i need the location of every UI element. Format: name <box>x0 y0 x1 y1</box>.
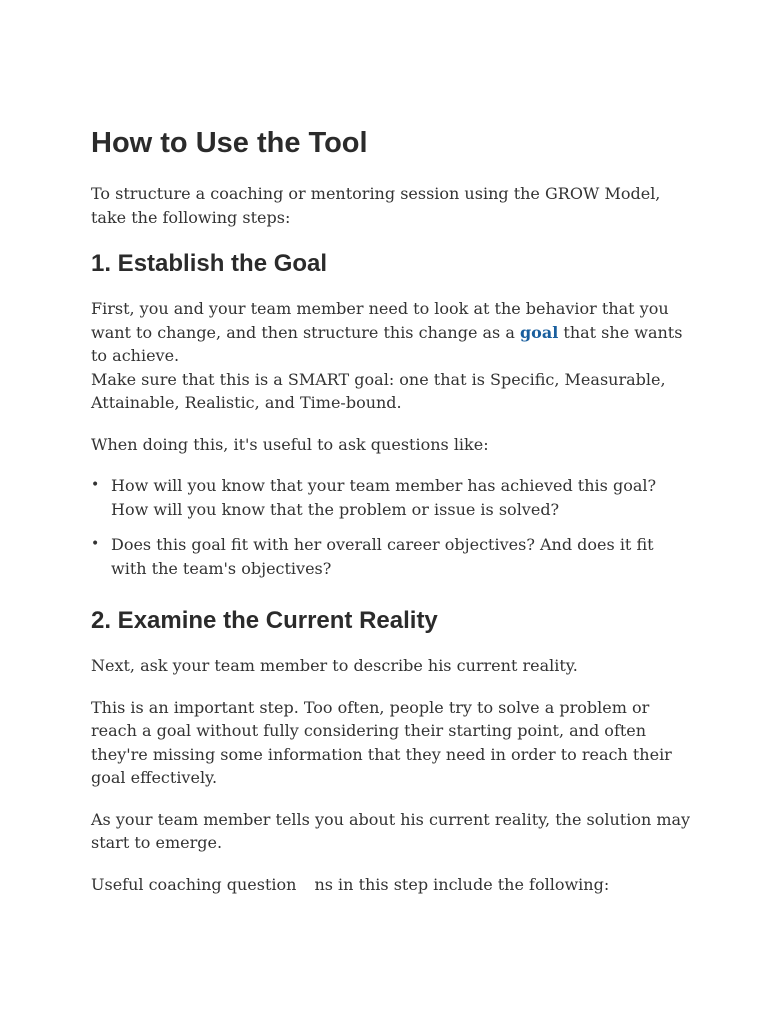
step1-heading: 1. Establish the Goal <box>91 250 328 277</box>
step1-p1-line2: Make sure that this is a SMART goal: one that is Specific, Measurable, Attainable, Realistic, and Time-bound. <box>91 369 666 412</box>
goal-link[interactable]: goal <box>519 322 559 342</box>
step2-paragraph-2: This is an important step. Too often, people try to solve a problem or reach a goal without fully considering their starting point, and often they're missing some information that they need in order to reach their goal effectively. <box>91 697 672 787</box>
step2-p4-part-a: Useful coaching question <box>91 874 297 894</box>
step1-paragraph-2: When doing this, it's useful to ask questions like: <box>91 434 489 454</box>
step2-paragraph-4 <box>91 873 691 897</box>
list-item-text: Does this goal fit with her overall career objectives? And does it fit with the team's objectives? <box>111 535 654 578</box>
step2-p4-part-b: ns in this step include the following: <box>314 874 610 894</box>
page-title: How to Use the Tool <box>91 127 368 159</box>
step2-paragraph-1: Next, ask your team member to describe his current reality. <box>91 656 578 675</box>
step2-heading: 2. Examine the Current Reality <box>91 607 438 634</box>
step1-paragraph-1 <box>91 297 691 415</box>
list-item <box>91 474 691 521</box>
document-page <box>91 120 691 914</box>
bullet-icon: • <box>91 477 100 493</box>
intro-paragraph: To structure a coaching or mentoring session using the GROW Model, take the following steps: <box>91 184 661 227</box>
list-item-text: How will you know that your team member has achieved this goal? How will you know that the problem or issue is solved? <box>111 476 657 519</box>
bullet-icon: • <box>91 536 100 552</box>
step1-p1-after: that she wants to achieve. <box>91 322 683 365</box>
step2-paragraph-3: As your team member tells you about his current reality, the solution may start to emerge. <box>91 809 691 852</box>
step1-p1-before: First, you and your team member need to look at the behavior that you want to change, and then structure this change as a <box>91 299 669 342</box>
step1-question-list <box>91 474 691 580</box>
list-item <box>91 533 691 580</box>
